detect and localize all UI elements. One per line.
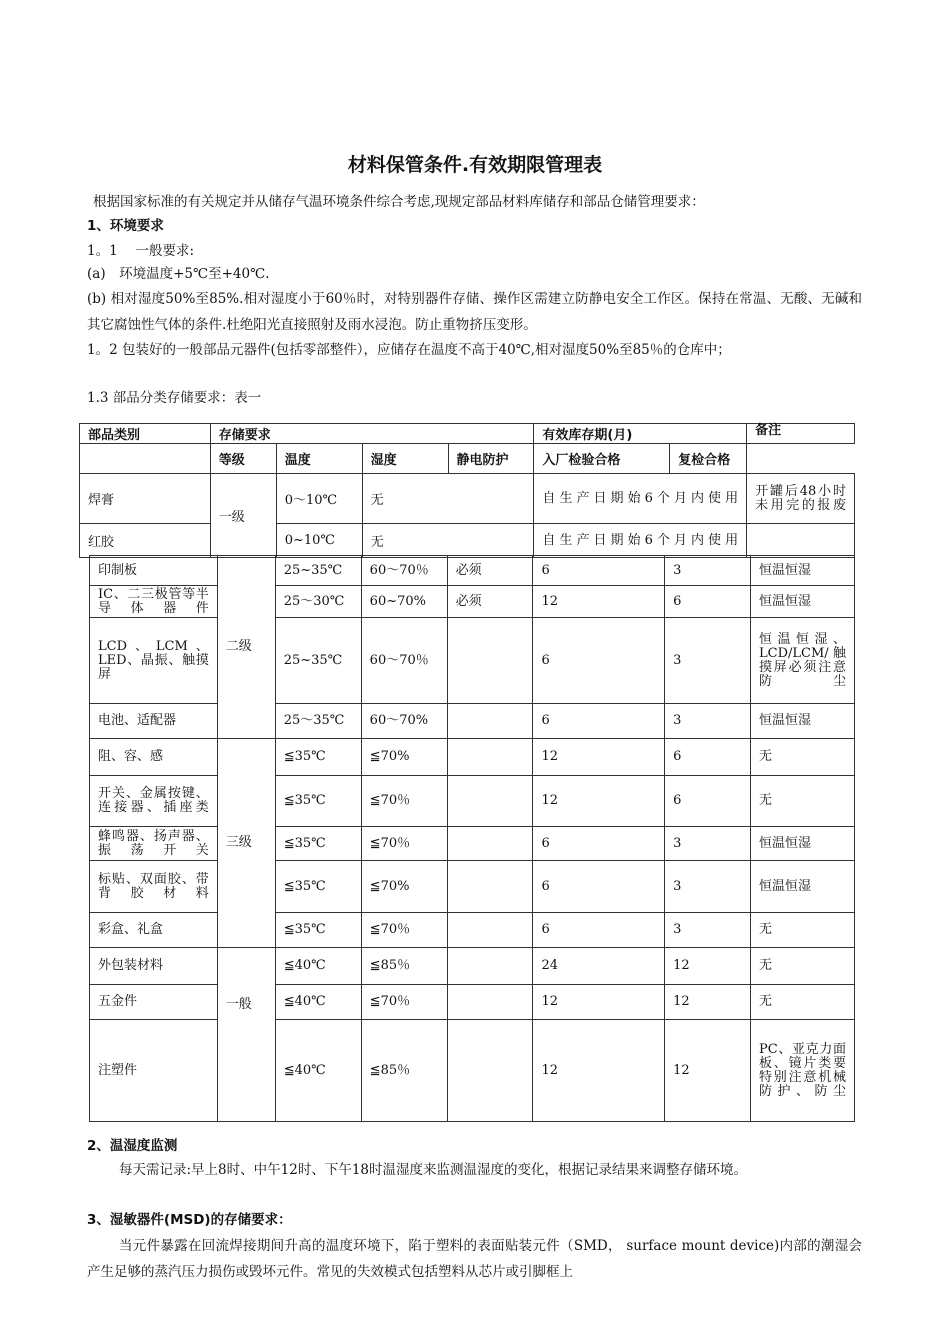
cell-category: 开关、金属按键、连接器、插座类 [90,776,218,827]
cell-category: LCD、LCM、LED、晶振、触摸屏 [90,618,218,704]
header-storage: 存储要求 [210,424,534,444]
cell-humidity: 60～70% [361,704,447,739]
cell-temp: ≦40℃ [275,985,361,1020]
cell-remark: 恒温恒湿 [751,861,855,913]
cell-humidity: 60～70％ [361,556,447,586]
cell-esd [447,704,533,739]
cell-remark: 无 [751,913,855,948]
header-grade: 等级 [210,444,276,474]
cell-humidity: 无 [362,524,534,558]
cell-category: 注塑件 [90,1020,218,1122]
cell-remark: 恒温恒湿 [751,827,855,861]
section-2-paragraph: 每天需记录:早上8时、中午12时、下午18时温湿度来监测温湿度的变化，根据记录结果来调整存储环境。 [119,1162,747,1178]
cell-temp: ≦40℃ [275,948,361,985]
cell-humidity: ≦70％ [361,776,447,827]
cell-esd [447,739,533,776]
storage-table-header [79,423,855,558]
cell-recheck: 3 [665,704,751,739]
section-1-heading: 1、环境要求 [87,218,164,234]
cell-temp: 25～35℃ [275,704,361,739]
cell-remark: PC、亚克力面板、镜片类要特别注意机械防护、防尘 [751,1020,855,1122]
cell-grade: 一级 [210,474,276,558]
cell-incoming: 6 [533,704,665,739]
cell-recheck: 12 [665,985,751,1020]
cell-humidity: ≦70％ [361,827,447,861]
section-1-1-b: (b) 相对湿度50%至85%.相对湿度小于60％时，对特别器件存储、操作区需建立防静电安全工作区。保持在常温、无酸、无碱和其它腐蚀性气体的条件.杜绝阳光直接照射及雨水浸泡。防止重物挤压变形。 [87,291,862,333]
cell-temp: 0～10℃ [276,474,362,524]
cell-esd [447,985,533,1020]
cell-humidity: ≦70％ [361,985,447,1020]
cell-remark: 无 [751,985,855,1020]
cell-category: 外包装材料 [90,948,218,985]
cell-recheck: 3 [665,861,751,913]
intro-paragraph: 根据国家标准的有关规定并从储存气温环境条件综合考虑,现规定部品材料库储存和部品仓储管理要求： [93,194,705,210]
table-row [90,985,855,1020]
cell-grade: 三级 [217,739,275,948]
section-3-heading: 3、湿敏器件(MSD)的存储要求： [87,1212,292,1228]
cell-esd [447,913,533,948]
cell-incoming: 12 [533,776,665,827]
cell-temp: ≦35℃ [275,739,361,776]
cell-validity: 自生产日期始6个月内使用 [534,524,747,558]
cell-remark [747,524,855,558]
cell-humidity: ≦70% [361,861,447,913]
header-validity: 有效库存期(月) [534,424,747,444]
cell-esd: 必须 [447,556,533,586]
cell-temp: 25～30℃ [275,586,361,618]
cell-temp: 25~35℃ [275,618,361,704]
cell-category: 蜂鸣器、扬声器、振荡开关 [90,827,218,861]
cell-remark: 无 [751,739,855,776]
cell-remark: 恒温恒湿 [751,704,855,739]
cell-incoming: 6 [533,618,665,704]
cell-temp: ≦35℃ [275,827,361,861]
section-1-3: 1.3 部品分类存储要求：表一 [87,390,262,406]
table-row [90,556,855,586]
document-title: 材料保管条件.有效期限管理表 [347,154,603,176]
table-row [90,704,855,739]
cell-humidity: 60~70% [361,586,447,618]
cell-esd: 必须 [447,586,533,618]
cell-incoming: 6 [533,827,665,861]
cell-recheck: 3 [665,556,751,586]
cell-category: 电池、适配器 [90,704,218,739]
cell-incoming: 24 [533,948,665,985]
cell-temp: ≦35℃ [275,913,361,948]
header-temp: 温度 [276,444,362,474]
section-1-1-a: (a) 环境温度+5℃至+40℃. [87,266,270,282]
cell-temp: ≦35℃ [275,861,361,913]
cell-recheck: 6 [665,739,751,776]
cell-remark: 恒温恒湿、LCD/LCM/触摸屏必须注意防尘 [751,618,855,704]
cell-incoming: 6 [533,861,665,913]
header-incoming: 入厂检验合格 [534,444,670,474]
cell-incoming: 12 [533,586,665,618]
cell-esd [447,948,533,985]
cell-category: IC、二三极管等半导体器件 [90,586,218,618]
storage-table-body [89,555,855,1122]
cell-humidity: ≦85％ [361,948,447,985]
cell-esd [447,1020,533,1122]
table-row [90,586,855,618]
header-esd: 静电防护 [448,444,534,474]
table-row [90,827,855,861]
cell-temp: ≦35℃ [275,776,361,827]
cell-validity: 自生产日期始6个月内使用 [534,474,747,524]
header-recheck: 复检合格 [670,444,747,474]
cell-esd [447,827,533,861]
cell-esd [447,618,533,704]
cell-remark: 无 [751,948,855,985]
cell-humidity: ≦70％ [361,913,447,948]
cell-recheck: 6 [665,586,751,618]
cell-recheck: 3 [665,827,751,861]
cell-category: 标贴、双面胶、带背胶材料 [90,861,218,913]
section-1-2: 1。2 包装好的一般部品元器件(包括零部整件），应储存在温度不高于40℃,相对湿度50%至85％的仓库中； [87,342,731,358]
cell-recheck: 12 [665,1020,751,1122]
section-2-heading: 2、温湿度监测 [87,1138,178,1154]
header-category: 部品类别 [80,424,211,444]
table-row [90,948,855,985]
cell-esd [447,861,533,913]
cell-grade: 二级 [217,556,275,739]
cell-incoming: 12 [533,739,665,776]
section-1-1: 1。1 一般要求: [87,243,195,259]
table-row [80,524,855,558]
cell-recheck: 6 [665,776,751,827]
cell-recheck: 3 [665,618,751,704]
cell-humidity: ≦85％ [361,1020,447,1122]
cell-humidity: 无 [362,474,534,524]
cell-category: 彩盒、礼盒 [90,913,218,948]
cell-remark: 开罐后48小时未用完的报废 [747,474,855,524]
table-row [90,618,855,704]
table-row [90,776,855,827]
cell-remark: 恒温恒湿 [751,556,855,586]
section-3-paragraph: 当元件暴露在回流焊接期间升高的温度环境下，陷于塑料的表面贴装元件（SMD， surface mount device)内部的潮湿会产生足够的蒸汽压力损伤或毁坏元件。常见的失效模式包括塑料从芯片或引脚框上 [87,1238,862,1280]
cell-category: 阻、容、感 [90,739,218,776]
cell-incoming: 12 [533,985,665,1020]
table-row [90,1020,855,1122]
cell-temp: 25~35℃ [275,556,361,586]
cell-grade: 一般 [217,948,275,1122]
cell-incoming: 12 [533,1020,665,1122]
table-row [80,474,855,524]
cell-humidity: ≦70% [361,739,447,776]
cell-recheck: 3 [665,913,751,948]
cell-humidity: 60～70％ [361,618,447,704]
table-row [90,861,855,913]
cell-category: 红胶 [80,524,211,558]
cell-category: 印制板 [90,556,218,586]
cell-temp: ≦40℃ [275,1020,361,1122]
cell-incoming: 6 [533,556,665,586]
table-row [90,739,855,776]
header-remark: 备注 [747,424,855,444]
table-row [90,913,855,948]
cell-category: 焊膏 [80,474,211,524]
cell-temp: 0~10℃ [276,524,362,558]
cell-remark: 无 [751,776,855,827]
header-humidity: 湿度 [362,444,448,474]
cell-esd [447,776,533,827]
cell-remark: 恒温恒湿 [751,586,855,618]
cell-category: 五金件 [90,985,218,1020]
cell-recheck: 12 [665,948,751,985]
header-blank [80,444,211,474]
cell-incoming: 6 [533,913,665,948]
